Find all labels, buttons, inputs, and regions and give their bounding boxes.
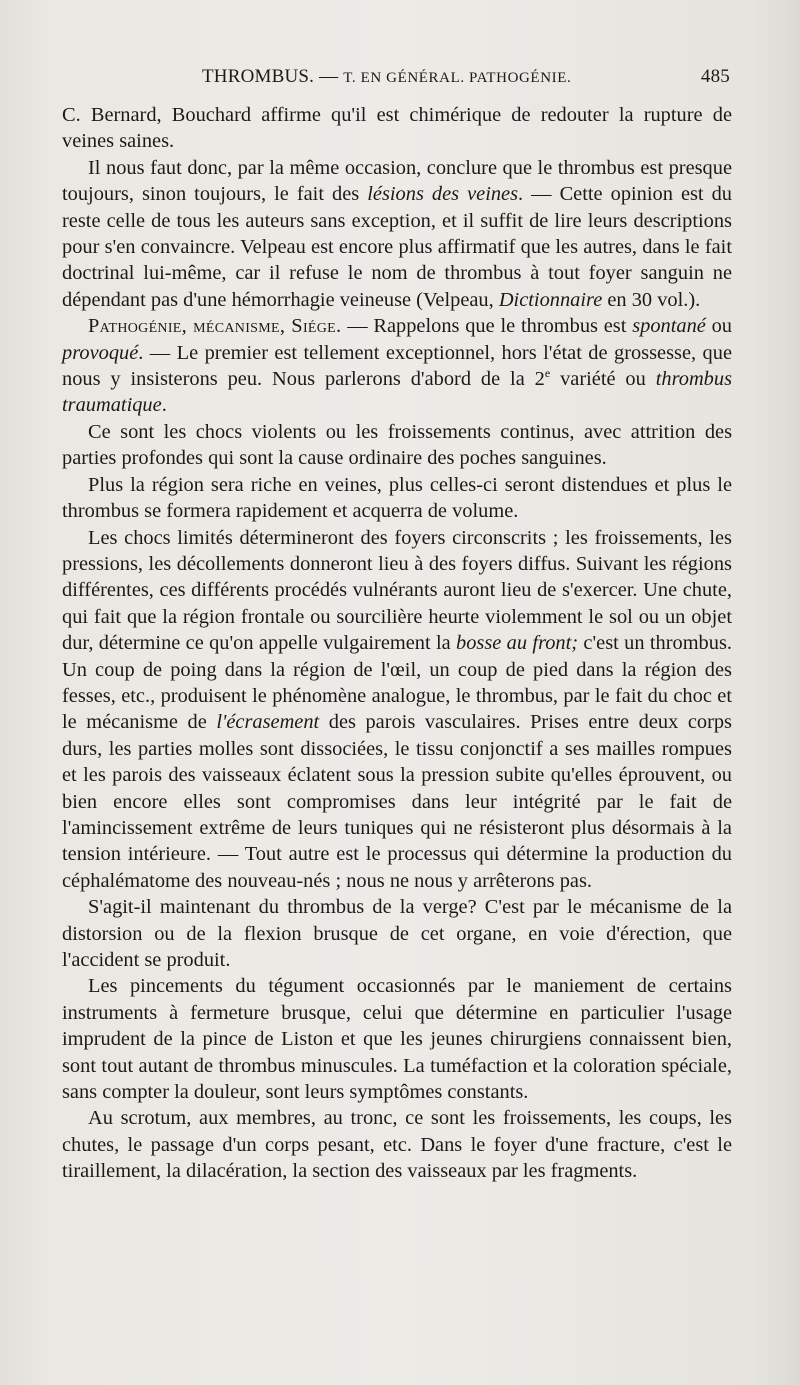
p3-emphasis-1: spontané: [632, 315, 706, 338]
paragraph-3: [62, 313, 732, 419]
header-dash: —: [319, 66, 339, 87]
p2-text-c: en 30 vol.).: [602, 288, 701, 311]
section-heading: Pathogénie, mécanisme, Siége.: [88, 315, 342, 338]
p2-text-a: Il nous faut donc, par la même occasion, conclure que le thrombus est presque toujours, sinon toujours, le fait des: [62, 156, 732, 206]
paragraph-4: Ce sont les chocs violents ou les froissements continus, avec attrition des parties profondes qui sont la cause ordinaire des poches sanguines.: [62, 420, 732, 470]
p3-emphasis-3: thrombus traumatique: [62, 368, 733, 417]
paragraph-2: [62, 155, 732, 313]
running-head: [64, 66, 730, 94]
p3-superscript: e: [544, 366, 551, 381]
body-text: [62, 102, 732, 1185]
p2-emphasis-2: Dictionnaire: [498, 288, 603, 311]
p3-text-c: . — Le premier est tellement exceptionnel, hors l'état de grossesse, que nous y insisterons peu. Nous parlerons d'abord de la 2: [62, 341, 732, 391]
p3-emphasis-2: provoqué: [62, 341, 139, 364]
p6-emphasis-1: bosse au front;: [456, 632, 579, 655]
p2-text-b: . — Cette opinion est du reste celle de tous les auteurs sans exception, et il suffit de lire leurs descriptions pour s'en convaincre. Velpeau est encore plus affirmatif que les autres, dans le fait doctrinal lui-même, car il refuse le nom de thrombus à tout foyer sanguin ne dépendant pas d'une hémorrhagie veineuse (Velpeau,: [62, 183, 733, 311]
p3-text-a: — Rappelons que le thrombus est: [341, 315, 633, 338]
header-subtitle: T. EN GÉNÉRAL. PATHOGÉNIE.: [343, 70, 572, 86]
p3-text-d: variété ou: [550, 368, 656, 391]
p3-text-b: ou: [705, 315, 732, 338]
paragraph-9: Au scrotum, aux membres, au tronc, ce sont les froissements, les coups, les chutes, le passage d'un corps pesant, etc. Dans le foyer d'une fracture, c'est le tiraillement, la dilacération, la section des vaisseaux par les fragments.: [62, 1107, 732, 1183]
paragraph-1: C. Bernard, Bouchard affirme qu'il est chimérique de redouter la rupture de veines saines.: [62, 104, 732, 153]
p6-emphasis-2: l'écrasement: [216, 711, 320, 734]
p3-text-e: .: [161, 394, 167, 417]
running-head-title: [202, 66, 571, 88]
paragraph-8: Les pincements du tégument occasionnés par le maniement de certains instruments à fermeture brusque, celui que détermine en particulier l'usage imprudent de la pince de Liston et que les jeunes chirurgiens connaissent bien, sont tout autant de thrombus minuscules. La tuméfaction et la coloration spéciale, sans compter la douleur, sont leurs symptômes constants.: [62, 975, 732, 1104]
page-number: 485: [700, 66, 730, 87]
header-title: THROMBUS.: [202, 66, 315, 87]
paragraph-6: [62, 525, 732, 895]
paragraph-7: S'agit-il maintenant du thrombus de la verge? C'est par le mécanisme de la distorsion ou de la flexion brusque de cet organe, en voie d'érection, que l'accident se produit.: [62, 896, 732, 971]
p6-text-a: Les chocs limités détermineront des foyers circonscrits ; les froissements, les pressions, les décollements donneront lieu à des foyers diffus. Suivant les régions différentes, ces différents procédés vulnérants auront lieu de s'exercer. Une chute, qui fait que la région frontale ou sourcilière heurte violemment le sol ou un objet dur, détermine ce qu'on appelle vulgairement la: [62, 526, 732, 655]
p6-text-b: c'est un thrombus. Un coup de poing dans la région de l'œil, un coup de pied dans la région des fesses, etc., produisent le phénomène analogue, le thrombus, par le fait du choc et le mécanisme de: [62, 632, 732, 734]
p2-emphasis-1: lésions des veines: [367, 183, 519, 206]
paragraph-5: Plus la région sera riche en veines, plus celles-ci seront distendues et plus le thrombus se formera rapidement et acquerra de volume.: [62, 473, 732, 523]
p6-text-c: des parois vasculaires. Prises entre deux corps durs, les parties molles sont dissociées, le tissu conjonctif a ses mailles rompues et les parois des vaisseaux éclatent sous la pression subite qu'elles éprouvent, ou bien encore elles sont compromises dans leur intégrité par le fait de l'amincissement extrême de leurs tuniques qui ne résisteront plus désormais à la tension intérieure. — Tout autre est le processus qui détermine la production du céphalématome des nouveau-nés ; nous ne nous y arrêterons pas.: [62, 711, 732, 892]
